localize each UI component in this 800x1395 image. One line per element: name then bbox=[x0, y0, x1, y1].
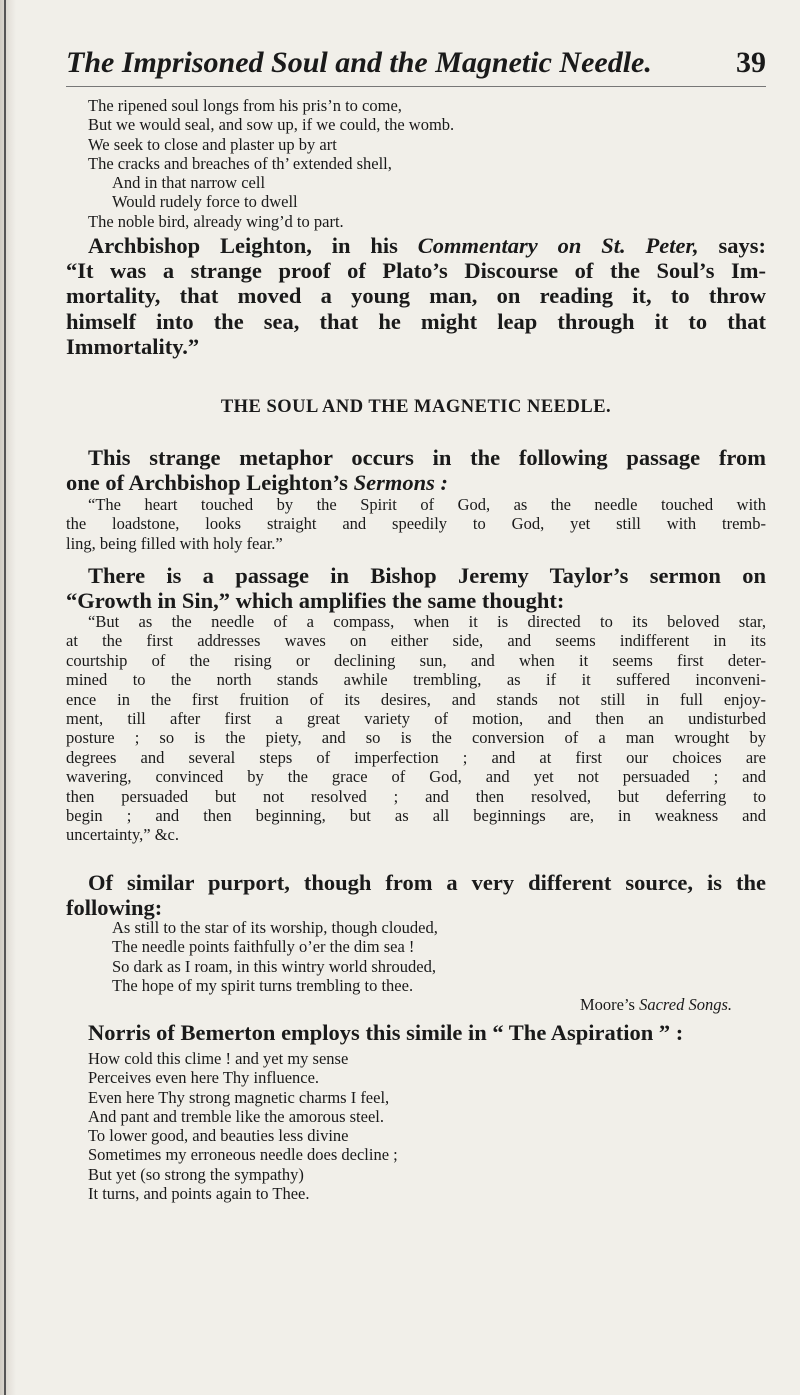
quote-line: then persuaded but not resolved ; and then resolved, but deferring to bbox=[66, 786, 766, 806]
verse-block-1 bbox=[66, 96, 766, 231]
verse-line: Sometimes my erroneous needle does decline ; bbox=[88, 1145, 398, 1165]
quote-leighton bbox=[66, 495, 766, 553]
quote-line: courtship of the rising or declining sun, and when it seems first deter- bbox=[66, 650, 766, 670]
verse-line: So dark as I roam, in this wintry world shrouded, bbox=[112, 956, 436, 976]
quote-line: ment, till after first a great variety of motion, and then an undisturbed bbox=[66, 709, 766, 729]
verse-line: But we would seal, and sow up, if we could, the womb. bbox=[88, 115, 455, 135]
paragraph-taylor bbox=[66, 563, 766, 613]
verse-block-moore bbox=[66, 918, 766, 1014]
paragraph-leighton bbox=[66, 233, 766, 359]
gutter-edge-line bbox=[4, 0, 6, 1395]
paragraph-metaphor bbox=[66, 445, 766, 495]
attribution-author: Moore’s bbox=[579, 995, 635, 1015]
quote-line: ence in the first fruition of its desires, and stands not still in full enjoy- bbox=[66, 689, 766, 709]
attribution-title: Sacred Songs. bbox=[639, 995, 732, 1015]
header-rule bbox=[66, 86, 766, 87]
work-title: Commentary on St. Peter, bbox=[417, 233, 699, 258]
quote-line: “But as the needle of a compass, when it is directed to its beloved star, bbox=[88, 612, 766, 631]
paragraph-line: Immortality.” bbox=[66, 333, 200, 359]
paragraph-line: This strange metaphor occurs in the following passage from bbox=[88, 445, 766, 470]
quote-line: degrees and several steps of imperfection ; and at first our choices are bbox=[66, 747, 766, 767]
paragraph-line: following: bbox=[66, 895, 163, 921]
verse-line: How cold this clime ! and yet my sense bbox=[88, 1049, 349, 1068]
quote-line: the loadstone, looks straight and speedily to God, yet still with tremb- bbox=[66, 514, 766, 534]
paragraph-similar bbox=[66, 870, 766, 920]
paragraph-line: “Growth in Sin,” which amplifies the same thought: bbox=[66, 588, 565, 614]
paragraph-text: Archbishop Leighton, in his bbox=[88, 233, 398, 258]
verse-line: We seek to close and plaster up by art bbox=[88, 134, 337, 154]
paragraph-text: says: bbox=[698, 233, 767, 258]
verse-line: It turns, and points again to Thee. bbox=[88, 1184, 310, 1204]
verse-line: As still to the star of its worship, though clouded, bbox=[112, 918, 438, 937]
verse-line: Perceives even here Thy influence. bbox=[88, 1068, 320, 1088]
paragraph-line: mortality, that moved a young man, on reading it, to throw bbox=[66, 283, 766, 309]
paragraph-line bbox=[66, 233, 766, 258]
quote-line: mined to the north stands awhile trembling, as if it suffered inconveni- bbox=[66, 670, 766, 690]
quote-line: “The heart touched by the Spirit of God, as the needle touched with bbox=[88, 495, 766, 514]
quote-line: uncertainty,” &c. bbox=[66, 825, 180, 845]
verse-line: The ripened soul longs from his pris’n to come, bbox=[88, 96, 402, 115]
page-number: 39 bbox=[736, 46, 766, 79]
book-gutter bbox=[0, 0, 16, 1395]
verse-line: And in that narrow cell bbox=[112, 173, 266, 193]
verse-attribution bbox=[66, 995, 766, 1014]
quote-line: begin ; and then beginning, but as all beginnings are, in weakness and bbox=[66, 806, 766, 826]
verse-line: The needle points faithfully o’er the dim sea ! bbox=[112, 937, 415, 957]
paragraph-line: himself into the sea, that he might leap through it to that bbox=[66, 308, 766, 334]
verse-line: Would rudely force to dwell bbox=[112, 192, 298, 212]
running-title: The Imprisoned Soul and the Magnetic Needle. bbox=[66, 46, 652, 79]
quote-line: at the first addresses waves on either side, and seems indifferent in its bbox=[66, 631, 766, 651]
paragraph-line: Norris of Bemerton employs this simile in “ The Aspiration ” : bbox=[88, 1020, 684, 1045]
verse-line: To lower good, and beauties less divine bbox=[88, 1126, 349, 1146]
verse-line: And pant and tremble like the amorous steel. bbox=[88, 1106, 385, 1126]
quote-line: wavering, convinced by the grace of God, and yet not persuaded ; and bbox=[66, 767, 766, 787]
verse-line: But yet (so strong the sympathy) bbox=[88, 1164, 304, 1184]
paragraph-norris bbox=[66, 1020, 766, 1045]
verse-line: The cracks and breaches of th’ extended shell, bbox=[88, 153, 392, 173]
verse-line: Even here Thy strong magnetic charms I feel, bbox=[88, 1087, 390, 1107]
paragraph-line: “It was a strange proof of Plato’s Discourse of the Soul’s Im- bbox=[66, 258, 766, 284]
work-title: Sermons : bbox=[353, 470, 448, 496]
paragraph-line bbox=[66, 470, 766, 495]
quote-line: posture ; so is the piety, and so is the conversion of a man wrought by bbox=[66, 728, 766, 748]
section-heading: THE SOUL AND THE MAGNETIC NEEDLE. bbox=[220, 397, 612, 417]
quote-line: ling, being filled with holy fear.” bbox=[66, 533, 283, 553]
verse-line: The hope of my spirit turns trembling to thee. bbox=[112, 975, 414, 995]
paragraph-text: one of Archbishop Leighton’s bbox=[66, 470, 348, 496]
paragraph-line: There is a passage in Bishop Jeremy Taylor’s sermon on bbox=[88, 563, 766, 588]
quote-taylor bbox=[66, 612, 766, 845]
paragraph-line: Of similar purport, though from a very different source, is the bbox=[88, 870, 766, 895]
verse-block-norris bbox=[66, 1049, 766, 1203]
running-head bbox=[66, 46, 766, 86]
verse-line: The noble bird, already wing’d to part. bbox=[88, 211, 344, 231]
